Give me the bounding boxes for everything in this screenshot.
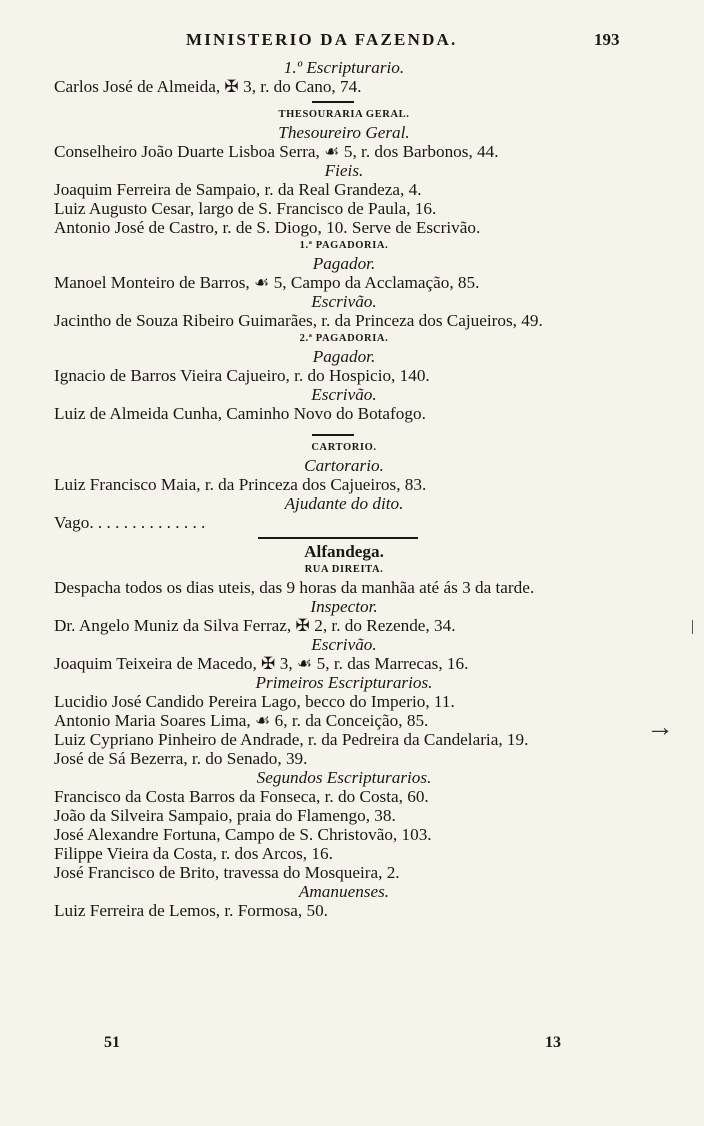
running-title: MINISTERIO DA FAZENDA. [186, 30, 458, 49]
entry-line: João da Silveira Sampaio, praia do Flamengo, 38. [54, 806, 396, 825]
section-heading: 1.º Escripturario. [283, 58, 405, 77]
role-heading: Escrivão. [311, 635, 377, 654]
section-title: CARTORIO. [311, 442, 377, 453]
entry-line: Luiz Cypriano Pinheiro de Andrade, r. da Pedreira da Candelaria, 19. [54, 730, 529, 749]
margin-arrow-icon: → [646, 712, 674, 743]
role-heading: Amanuenses. [298, 882, 390, 901]
entry-line: Jacintho de Souza Ribeiro Guimarães, r. da Princeza dos Cajueiros, 49. [54, 311, 543, 330]
entry-line: Joaquim Teixeira de Macedo, ✠ 3, ☙ 5, r. das Marrecas, 16. [54, 654, 469, 673]
role-heading: Pagador. [312, 347, 376, 366]
role-heading: Segundos Escripturarios. [256, 768, 432, 787]
entry-line: Joaquim Ferreira de Sampaio, r. da Real Grandeza, 4. [54, 180, 422, 199]
entry-line: Manoel Monteiro de Barros, ☙ 5, Campo da Acclamação, 85. [54, 273, 480, 292]
signature-mark-right: 13 [545, 1034, 561, 1051]
entry-line: Ignacio de Barros Vieira Cajueiro, r. do Hospicio, 140. [54, 366, 430, 385]
role-heading: Escrivão. [311, 385, 377, 404]
section-title: THESOURARIA GERAL. [278, 109, 410, 120]
running-head [0, 30, 704, 52]
entry-line: José Francisco de Brito, travessa do Mosqueira, 2. [54, 863, 400, 882]
signature-mark-left: 51 [104, 1034, 120, 1051]
address-heading: RUA DIREITA. [304, 564, 384, 575]
department-title: Alfandega. [304, 542, 384, 561]
entry-line: José de Sá Bezerra, r. do Senado, 39. [54, 749, 308, 768]
entry-line: Dr. Angelo Muniz da Silva Ferraz, ✠ 2, r. do Rezende, 34. [54, 616, 456, 635]
role-heading: Primeiros Escripturarios. [255, 673, 433, 692]
role-heading: Inspector. [310, 597, 378, 616]
entry-line: Luiz Ferreira de Lemos, r. Formosa, 50. [54, 901, 328, 920]
margin-tick [692, 620, 693, 634]
entry-line: Luiz de Almeida Cunha, Caminho Novo do Botafogo. [54, 404, 426, 423]
role-heading: Ajudante do dito. [284, 494, 404, 513]
divider-long [54, 532, 634, 542]
role-heading: Thesoureiro Geral. [278, 123, 410, 142]
page-footer [0, 1034, 704, 1058]
divider [54, 429, 634, 439]
entry-line: José Alexandre Fortuna, Campo de S. Christovão, 103. [54, 825, 432, 844]
entry-line: Luiz Francisco Maia, r. da Princeza dos Cajueiros, 83. [54, 475, 427, 494]
entry-line: Francisco da Costa Barros da Fonseca, r. do Costa, 60. [54, 787, 429, 806]
entry-line: Carlos José de Almeida, ✠ 3, r. do Cano, 74. [54, 77, 362, 96]
entry-line: Antonio Maria Soares Lima, ☙ 6, r. da Conceição, 85. [54, 711, 429, 730]
divider [54, 96, 634, 106]
entry-line: Luiz Augusto Cesar, largo de S. Francisco de Paula, 16. [54, 199, 437, 218]
entry-line: Antonio José de Castro, r. de S. Diogo, 10. Serve de Escrivão. [54, 218, 481, 237]
role-heading: Fieis. [324, 161, 364, 180]
entry-line: Conselheiro João Duarte Lisboa Serra, ☙ 5, r. dos Barbonos, 44. [54, 142, 499, 161]
hours-line: Despacha todos os dias uteis, das 9 horas da manhãa até ás 3 da tarde. [54, 578, 535, 597]
role-heading: Pagador. [312, 254, 376, 273]
entry-line: Lucidio José Candido Pereira Lago, becco do Imperio, 11. [54, 692, 455, 711]
document-body [54, 58, 634, 920]
page-number: 193 [594, 30, 620, 49]
role-heading: Cartorario. [304, 456, 384, 475]
entry-line: Vago. . . . . . . . . . . . . . [54, 513, 206, 532]
entry-line: Filippe Vieira da Costa, r. dos Arcos, 16. [54, 844, 333, 863]
section-title: 2.ª PAGADORIA. [299, 333, 389, 344]
role-heading: Escrivão. [311, 292, 377, 311]
section-title: 1.ª PAGADORIA. [299, 240, 389, 251]
